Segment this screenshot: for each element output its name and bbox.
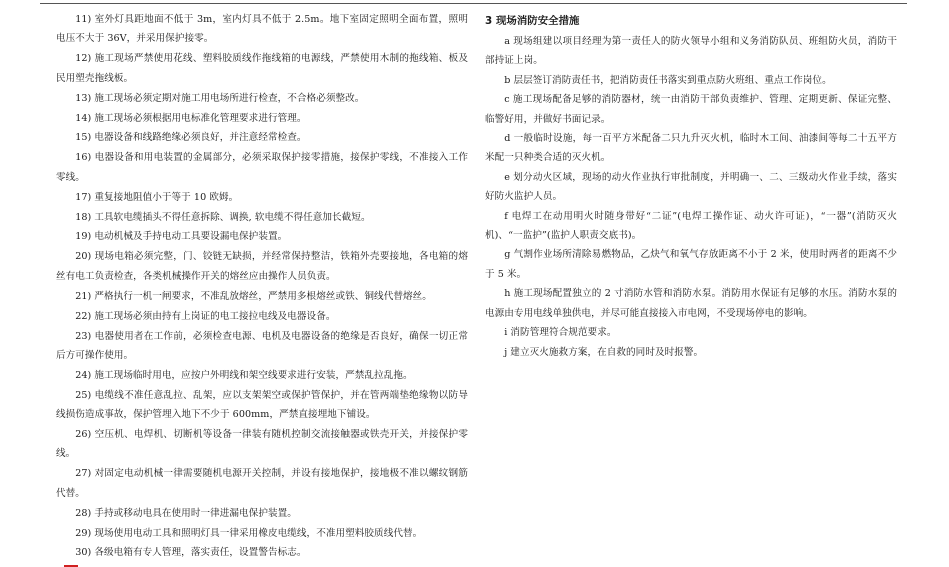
electrical-rule-28: 28) 手持或移动电具在使用时一律进漏电保护装置。	[75, 507, 297, 519]
electrical-rule-16: 16) 电器设备和用电装置的金属部分，必须采取保护接零措施，接保护零线，不准接入工作零线。	[56, 152, 468, 183]
fire-measure-a: a 现场组建以项目经理为第一责任人的防火领导小组和义务消防队员、班组防火员，消防干部持证上岗。	[485, 36, 897, 67]
electrical-rule-29: 29) 现场使用电动工具和照明灯具一律采用橡皮电缆线，不准用塑料胶质线代替。	[75, 527, 423, 539]
electrical-rule-27: 27) 对固定电动机械一律需要随机电源开关控制，并设有接地保护，接地极不准以螺纹钢筋代替。	[56, 468, 468, 499]
fire-measure-f: f 电焊工在动用明火时随身带好“二证”(电焊工操作证、动火许可证)，“一器”(消防灭火机)、“一监护”(监护人职责交底书)。	[485, 210, 897, 242]
electrical-rule-26: 26) 空压机、电焊机、切断机等设备一律装有随机控制交流接触器或铁壳开关，并接保护零线。	[56, 429, 468, 460]
electrical-rule-30: 30) 各级电箱有专人管理，落实责任，设置警告标志。	[75, 547, 307, 559]
fire-measure-d: d 一般临时设施，每一百平方米配备二只九升灭火机，临时木工间、油漆间等每二十五平方米配一只种类合适的灭火机。	[485, 133, 897, 164]
electrical-rule-13: 13) 施工现场必须定期对施工用电场所进行检查，不合格必须整改。	[75, 92, 365, 104]
electrical-rule-11: 11) 室外灯具距地面不低于 3m，室内灯具不低于 2.5m。地下室固定照明全面布置，照明电压不大于 36V，并采用保护接零。	[56, 14, 468, 45]
electrical-rule-19: 19) 电动机械及手持电动工具要设漏电保护装置。	[75, 231, 288, 243]
electrical-rule-23: 23) 电器使用者在工作前，必须检查电源、电机及电器设备的绝缘是否良好，确保一切正常后方可操作使用。	[56, 330, 468, 361]
electrical-rule-24: 24) 施工现场临时用电，应按户外明线和架空线要求进行安装，严禁乱拉乱拖。	[75, 369, 413, 381]
left-column	[56, 10, 468, 563]
electrical-rule-15: 15) 电器设备和线路绝缘必须良好，并注意经常检查。	[75, 132, 307, 144]
fire-measure-i: i 消防管理符合规范要求。	[504, 327, 617, 339]
electrical-rule-14: 14) 施工现场必须根据用电标准化管理要求进行管理。	[75, 112, 307, 124]
fire-measure-h: h 施工现场配置独立的 2 寸消防水管和消防水泵。消防用水保证有足够的水压。消防水泵的电源由专用电线单独供电，并尽可能直接接入市电网，不受现场停电的影响。	[485, 288, 897, 319]
electrical-rule-17: 17) 重复接地阻值小于等于 10 欧姆。	[75, 191, 239, 203]
fire-measure-c: c 施工现场配备足够的消防器材，统一由消防干部负责维护、管理、定期更新、保证完整、临警好用，并做好书面记录。	[485, 94, 897, 125]
section-title: 3 现场消防安全措施	[485, 15, 580, 27]
electrical-rule-18: 18) 工具软电缆插头不得任意拆除、调换, 软电缆不得任意加长截短。	[75, 211, 371, 223]
fire-measure-g: g 气割作业场所清除易燃物品，乙炔气和氧气存放距离不小于 2 米，使用时两者的距离不少于 5 米。	[485, 249, 897, 280]
fire-measure-j: j 建立灭火施救方案，在自救的同时及时报警。	[504, 346, 704, 358]
right-column	[485, 10, 897, 362]
electrical-rule-25: 25) 电缆线不准任意乱拉、乱架，应以支架架空或保护管保护，并在管两端垫绝缘物以防导线损伤造成事故，保护管埋入地下不少于 600mm，严禁直接埋地下铺设。	[56, 389, 468, 421]
fire-measure-e: e 划分动火区域，现场的动火作业执行审批制度，并明确一、二、三级动火作业手续，落实好防火监护人员。	[485, 171, 897, 203]
electrical-rule-21: 21) 严格执行一机一闸要求，不准乱放熔丝，严禁用多根熔丝或铁、铜线代替熔丝。	[75, 290, 432, 302]
electrical-rule-20: 20) 现场电箱必须完整，门、铰链无缺损，并经常保持整洁，铁箱外壳要接地，各电箱的熔丝有电工负责检查，各类机械操作开关的熔丝应由操作人员负责。	[56, 251, 468, 282]
fire-measure-b: b 层层签订消防责任书，把消防责任书落实到重点防火班组、重点工作岗位。	[504, 74, 832, 86]
electrical-rule-22: 22) 施工现场必须由持有上岗证的电工接拉电线及电器设备。	[75, 310, 336, 322]
electrical-rule-12: 12) 施工现场严禁使用花线、塑料胶质线作拖线箱的电源线，严禁使用木制的拖线箱、板及民用塑壳拖线板。	[56, 53, 468, 84]
top-rule	[40, 3, 907, 4]
